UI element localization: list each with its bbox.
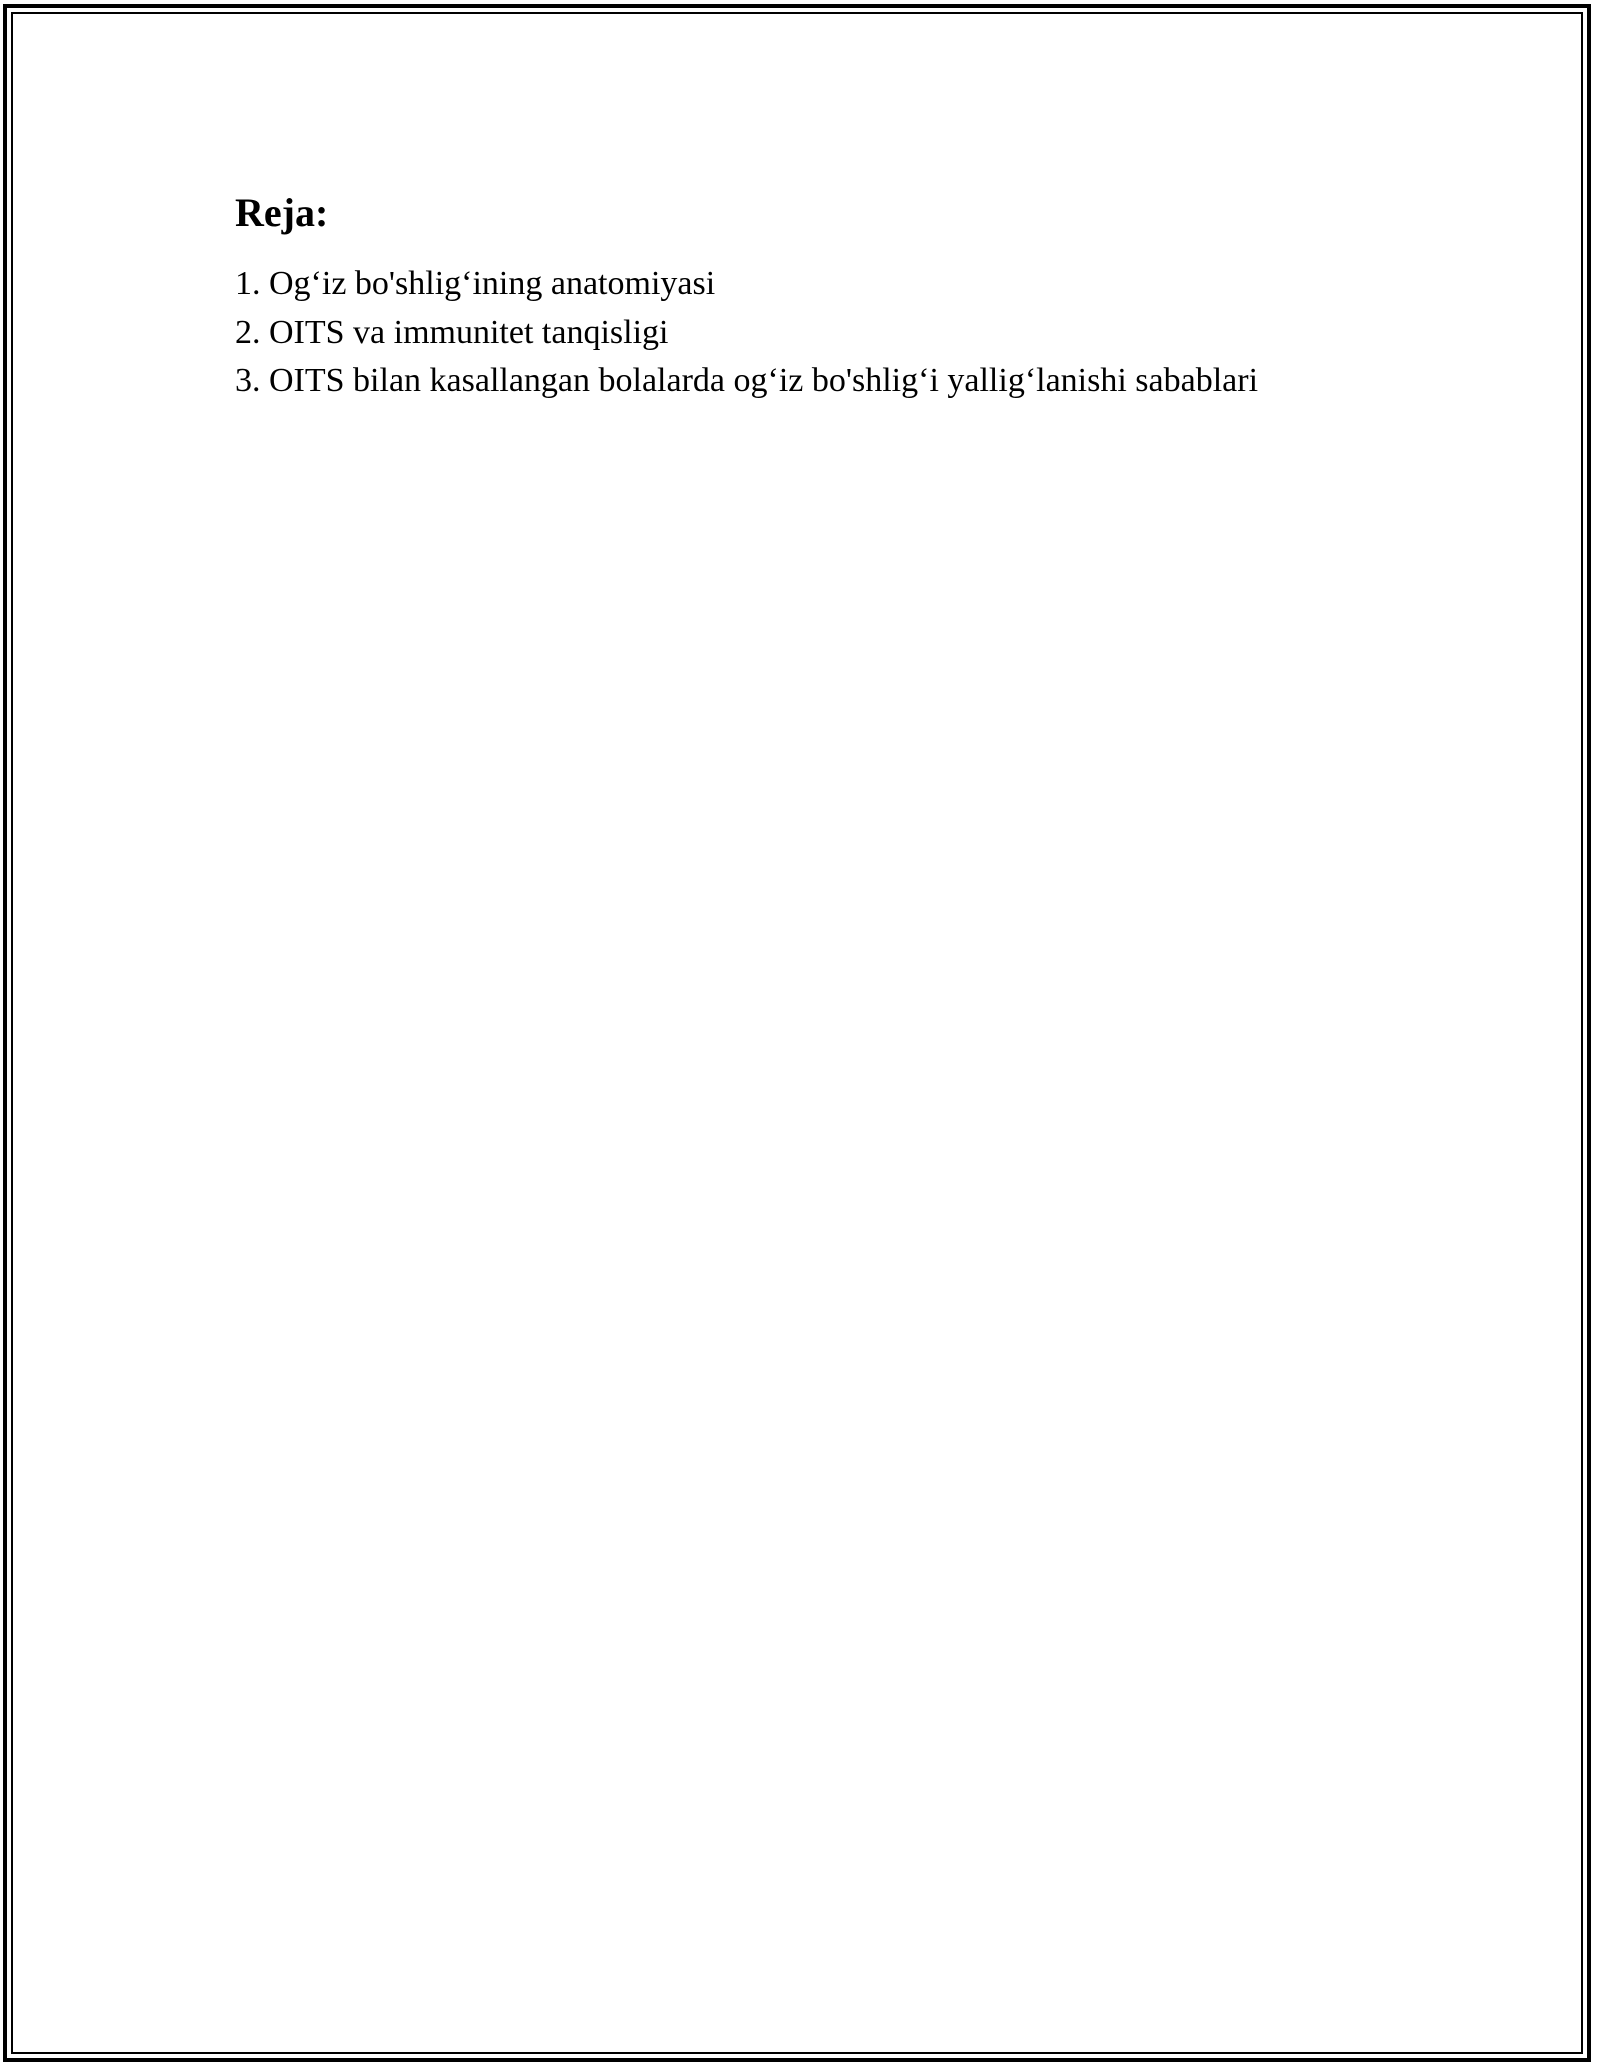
plan-item-2: 2. OITS va immunitet tanqisligi (235, 313, 669, 351)
plan-list (235, 260, 1435, 406)
plan-heading: Reja: (235, 190, 329, 235)
plan-item-3: 3. OITS bilan kasallangan bolalarda og‘iz bo'shlig‘i yallig‘lanishi sabablari (235, 362, 1259, 399)
plan-item-1: 1. Og‘iz bo'shlig‘ining anatomiyasi (235, 265, 716, 302)
document-content (235, 186, 1435, 406)
